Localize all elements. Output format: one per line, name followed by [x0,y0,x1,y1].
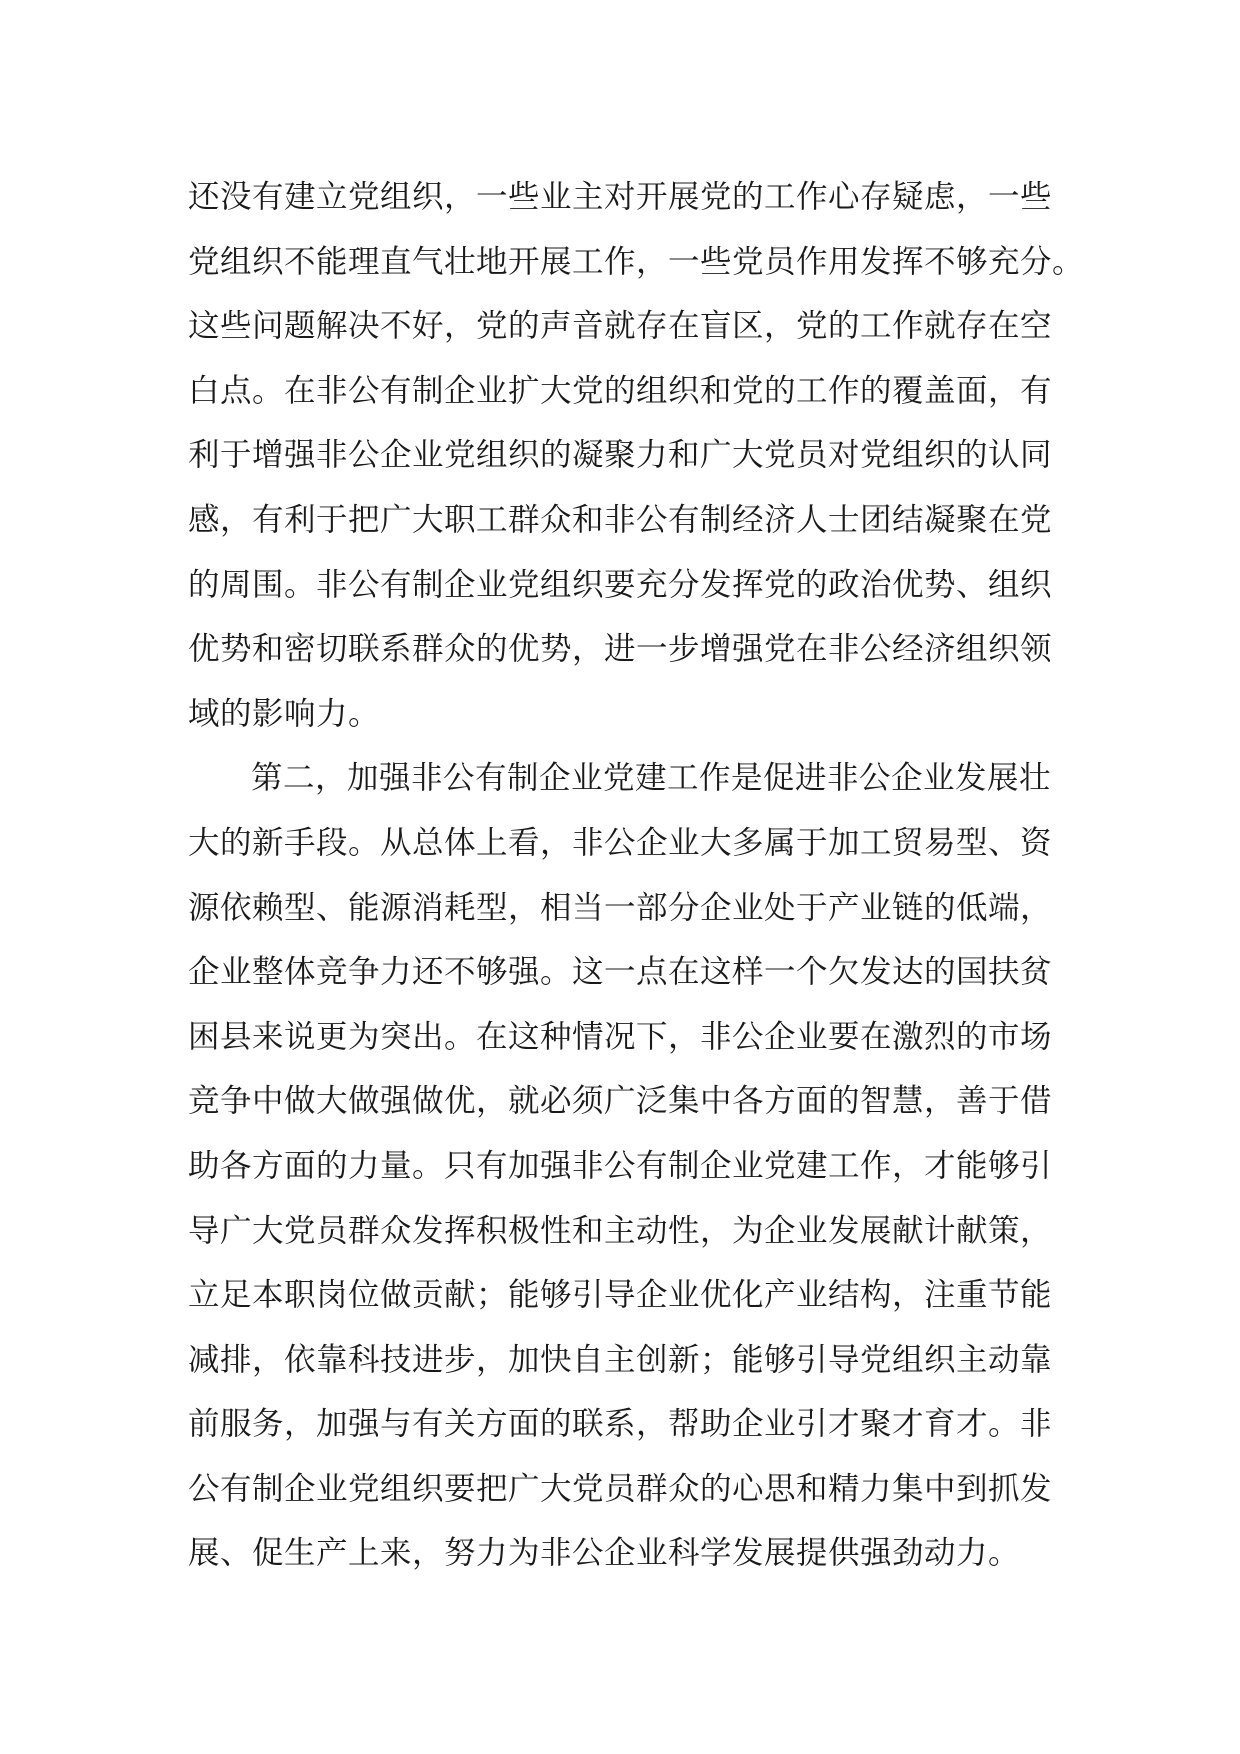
paragraph-line: 展、促生产上来，努力为非公企业科学发展提供强劲动力。 [188,1535,1021,1572]
paragraph-line: 党组织不能理直气壮地开展工作，一些党员作用发挥不够充分。 [188,243,1085,280]
paragraph-line: 白点。在非公有制企业扩大党的组织和党的工作的覆盖面，有 [188,372,1053,409]
paragraph-line: 利于增强非公企业党组织的凝聚力和广大党员对党组织的认同 [188,437,1053,474]
paragraph-line: 助各方面的力量。只有加强非公有制企业党建工作，才能够引 [188,1147,1053,1184]
paragraph-line: 优势和密切联系群众的优势，进一步增强党在非公经济组织领 [188,631,1053,668]
paragraph-line: 困县来说更为突出。在这种情况下，非公企业要在激烈的市场 [188,1018,1053,1055]
paragraph-line: 感，有利于把广大职工群众和非公有制经济人士团结凝聚在党 [188,501,1053,538]
paragraph-line: 的周围。非公有制企业党组织要充分发挥党的政治优势、组织 [188,566,1053,603]
paragraph-line-indented: 第二，加强非公有制企业党建工作是促进非公企业发展壮 [251,760,1052,797]
paragraph-line: 还没有建立党组织，一些业主对开展党的工作心存疑虑，一些 [188,179,1053,215]
paragraph-line: 大的新手段。从总体上看，非公企业大多属于加工贸易型、资 [188,824,1053,861]
paragraph-line: 公有制企业党组织要把广大党员群众的心思和精力集中到抓发 [188,1470,1053,1507]
paragraph-2 [188,746,1058,1586]
paragraph-line: 企业整体竞争力还不够强。这一点在这样一个欠发达的国扶贫 [188,954,1053,991]
paragraph-line: 立足本职岗位做贡献；能够引导企业优化产业结构，注重节能 [188,1277,1053,1314]
paragraph-line: 这些问题解决不好，党的声音就存在盲区，党的工作就存在空 [188,308,1053,345]
paragraph-line: 前服务，加强与有关方面的联系，帮助企业引才聚才育才。非 [188,1406,1053,1443]
paragraph-1 [188,165,1085,746]
paragraph-line: 源依赖型、能源消耗型，相当一部分企业处于产业链的低端， [188,889,1053,926]
document-body [188,165,1085,1586]
paragraph-line: 减排，依靠科技进步，加快自主创新；能够引导党组织主动靠 [188,1341,1053,1378]
paragraph-line: 域的影响力。 [188,695,381,732]
paragraph-line: 导广大党员群众发挥积极性和主动性，为企业发展献计献策， [188,1212,1053,1249]
paragraph-line: 竞争中做大做强做优，就必须广泛集中各方面的智慧，善于借 [188,1083,1053,1120]
